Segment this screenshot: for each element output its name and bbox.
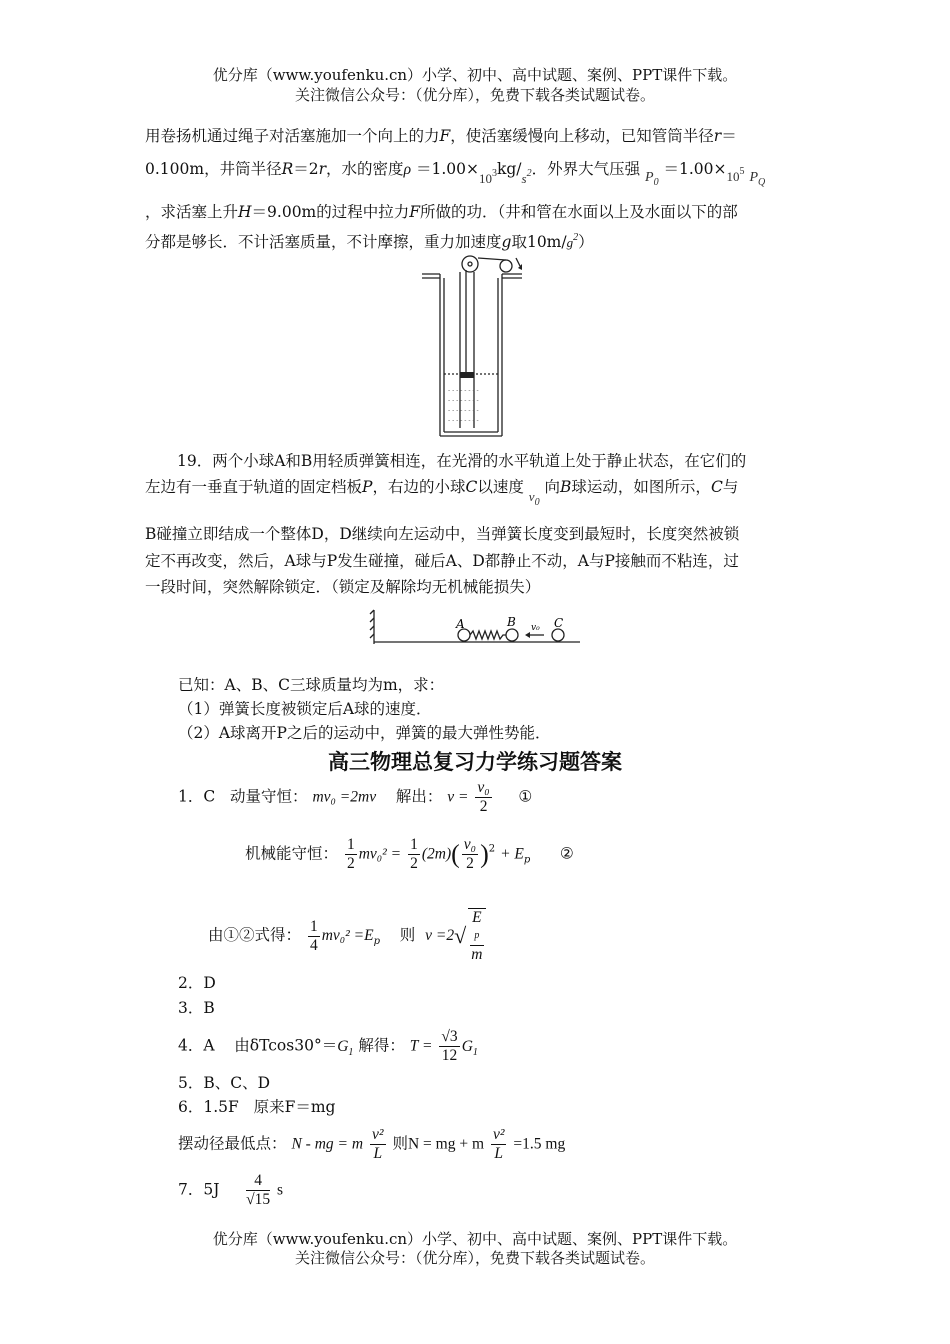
answer-6-line-2: 摆动径最低点： N - mg = m $\frac{\text{v²}}{L}$ 则N = mg + m $\frac{\text{v²}}{L}$ =1.5 mg (178, 1126, 566, 1162)
piston (460, 372, 474, 378)
svg-text:- - - - - - - -: - - - - - - - - (448, 397, 479, 404)
svg-text:- - - - - - - -: - - - - - - - - (448, 407, 479, 414)
q18-line-1: 用卷扬机通过绳子对活塞施加一个向上的力F，使活塞缓慢向上移动，已知管筒半径r＝ (145, 127, 737, 145)
answers-title: 高三物理总复习力学练习题答案 (328, 750, 622, 774)
label-v0: v₀ (531, 623, 540, 633)
answer-1-line-2: 机械能守恒： $\frac{1}{2}$ mv₀² = $\frac{1}{2}$ (2m)( $\frac{\text{v₀}}{2}$ )$^2 + E_p$ ② (245, 836, 574, 872)
label-C: C (554, 616, 564, 630)
header-line-2: 关注微信公众号：（优分库），免费下载各类试题试卷。 (294, 86, 655, 104)
answer-1-line-1: 1．C 动量守恒： mv₀ =2mv 解出： v = $\frac{\text{v₀}}{2}$ ① (178, 779, 533, 815)
answer-6-line-1: 6．1.5F 原来F＝mg (178, 1098, 336, 1116)
q19-ask-2: （2）A球离开P之后的运动中，弹簧的最大弹性势能． (178, 724, 551, 742)
spring-figure (368, 606, 582, 648)
header-line-1: 优分库（www.youfenku.cn）小学、初中、高中试题、案例、PPT课件下载。 (212, 66, 738, 84)
well-figure (418, 252, 528, 440)
label-B: B (507, 615, 516, 629)
footer-line-1: 优分库（www.youfenku.cn）小学、初中、高中试题、案例、PPT课件下载。 (212, 1230, 738, 1248)
q19-line-3: B碰撞立即结成一个整体D，D继续向左运动中，当弹簧长度变到最短时，长度突然被锁 (145, 525, 740, 543)
q19-line-5: 一段时间，突然解除锁定．（锁定及解除均无机械能损失） (145, 578, 541, 596)
q19-line-4: 定不再改变，然后，A球与P发生碰撞，碰后A、D都静止不动，A与P接触而不粘连，过 (145, 552, 739, 570)
answer-7: 7．5J $\frac{4}{√15}$ s (178, 1172, 284, 1208)
q19-line-2: 左边有一垂直于轨道的固定档板P，右边的小球C以速度 $_{v_0}$ 向B球运动，如图所示，C与 (145, 478, 739, 508)
q19-line-1: 19．两个小球A和B用轻质弹簧相连，在光滑的水平轨道上处于静止状态，在它们的 (177, 452, 747, 470)
svg-text:- - - - - - - -: - - - - - - - - (448, 387, 479, 394)
answer-1-line-3: 由①②式得： $\frac{1}{4}$ $mv_0^2 =E_p$ 则 v =2√ E p m (208, 908, 488, 964)
answer-5: 5．B、C、D (178, 1074, 271, 1092)
q18-line-4: 分都是够长．不计活塞质量，不计摩擦，重力加速度g取$10m/g^2$） (145, 232, 594, 251)
footer-line-2: 关注微信公众号：（优分库），免费下载各类试题试卷。 (294, 1249, 655, 1267)
svg-text:- - - - - - - -: - - - - - - - - (448, 417, 479, 424)
q18-line-2: 0.100m，井筒半径R＝2r，水的密度$\rho =1.00\times_{10^3}kg/_{s^2}$．外界大气压强 $P_0 =1.00\times_{10^5}$ $P_Q$ (145, 160, 766, 188)
answer-4: 4．A 由$\delta Tcos30^\circ=G_1$ 解得： T = $\frac{√3}{12}$ $G_1$ (178, 1028, 478, 1064)
answer-2: 2．D (178, 974, 216, 992)
q18-line-3: ，求活塞上升H＝9.00m的过程中拉力F所做的功．（井和管在水面以上及水面以下的部 (145, 203, 738, 221)
answer-3: 3．B (178, 999, 215, 1017)
q19-ask-1: （1）弹簧长度被锁定后A球的速度． (178, 700, 432, 718)
label-A: A (456, 617, 465, 631)
q19-known: 已知：A、B、C三球质量均为m，求： (178, 676, 445, 694)
